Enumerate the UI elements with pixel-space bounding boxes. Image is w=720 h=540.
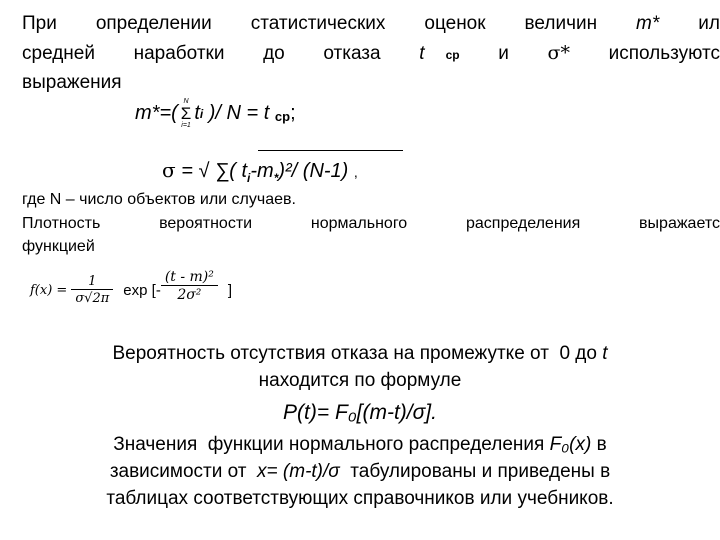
formula-mean-sub: ср: [274, 109, 291, 124]
density-fraction-2: [161, 269, 218, 303]
formula-mean-rest: )/ N = t: [203, 102, 275, 124]
paragraph4-line1: [10, 432, 710, 457]
formula-sigma-eq: = √ ∑( t: [175, 160, 248, 182]
p1-word: При: [22, 13, 57, 34]
sum-sign: Σ: [180, 104, 192, 123]
where-line: где N – число объектов или случаев.: [22, 191, 296, 208]
formula-sigma-tail: )²/ (N-1): [278, 160, 349, 182]
p4-l2a: зависимости от: [109, 461, 258, 482]
paragraph1-line3: выражения: [22, 72, 122, 93]
sum-lower: i=1: [181, 122, 191, 129]
paragraph2-line1: [22, 213, 720, 235]
density-num1: 1: [88, 274, 97, 289]
density-fraction-1: [71, 274, 113, 306]
paragraph4-line3: таблицах соответствующих справочников или учебников.: [106, 488, 614, 509]
p1-word: величин: [524, 13, 598, 34]
paragraph3-line1: [10, 341, 710, 366]
paragraph2-line2: функцией: [22, 238, 95, 255]
p1-word: используютс: [608, 43, 720, 64]
formula-mean-end: ;: [290, 102, 296, 124]
p4-l1b: в: [591, 434, 607, 455]
radical-overline: [258, 150, 403, 151]
sigma-star-symbol: σ*: [547, 42, 570, 64]
formula-sigma: [162, 158, 358, 185]
p2-word: распределения: [465, 215, 581, 232]
density-num2: (t - m)²: [164, 269, 214, 285]
formula-mean-t: t: [194, 102, 200, 124]
paragraph3-line2: находится по формуле: [258, 370, 462, 391]
p2-word: вероятности: [159, 215, 253, 232]
p3-t: t: [602, 343, 608, 364]
p2-word: нормального: [310, 215, 408, 232]
density-den2: 2σ²: [161, 285, 218, 303]
p3-line1-text: Вероятность отсутствия отказа на промежутке от 0 до: [112, 343, 603, 364]
formula-sigma-comma: ,: [353, 164, 358, 180]
p4-F0x: F₀(x): [549, 434, 592, 455]
density-formula: [30, 260, 232, 320]
formula-sigma-i: i: [247, 171, 251, 185]
formula-mean-i: i: [199, 106, 204, 121]
sum-upper: N: [183, 98, 189, 105]
p1-word: и: [498, 43, 509, 64]
paragraph1-line1: [22, 10, 720, 37]
p1-t-sub: t ср: [419, 43, 460, 64]
formula-mean-lhs: m*=(: [135, 102, 178, 124]
formula-P: P(t)= F₀[(m-t)/σ].: [283, 401, 437, 424]
p2-word: выражаетс: [639, 215, 720, 232]
p4-l2b: табулированы и приведены в: [339, 461, 611, 482]
sigma-symbol: σ: [162, 158, 176, 182]
formula-sigma-star: *: [273, 171, 279, 185]
sum-operator: [181, 98, 192, 129]
p2-word: Плотность: [22, 215, 101, 232]
density-den1: σ√2π: [71, 289, 113, 306]
p1-word-m-star: m*: [636, 13, 660, 34]
p1-word: средней: [22, 43, 95, 64]
p1-word: определении: [95, 13, 212, 34]
density-close: ]: [227, 281, 233, 299]
p1-word: наработки: [133, 43, 225, 64]
density-fx: f(x) =: [30, 282, 68, 298]
p4-l1a: Значения функции нормального распределения: [113, 434, 550, 455]
p4-x-expr: x= (m-t)/σ: [257, 461, 340, 482]
p1-word: оценок: [424, 13, 486, 34]
p1-word: отказа: [323, 43, 381, 64]
density-exp: exp [-: [123, 281, 161, 299]
paragraph1-line2: [22, 40, 720, 69]
p1-word: до: [263, 43, 285, 64]
formula-mean: [135, 98, 296, 129]
formula-sigma-m: -m: [250, 160, 274, 182]
p1-word: ил: [698, 13, 720, 34]
paragraph4-line2: [10, 459, 710, 484]
p1-word: статистических: [250, 13, 386, 34]
